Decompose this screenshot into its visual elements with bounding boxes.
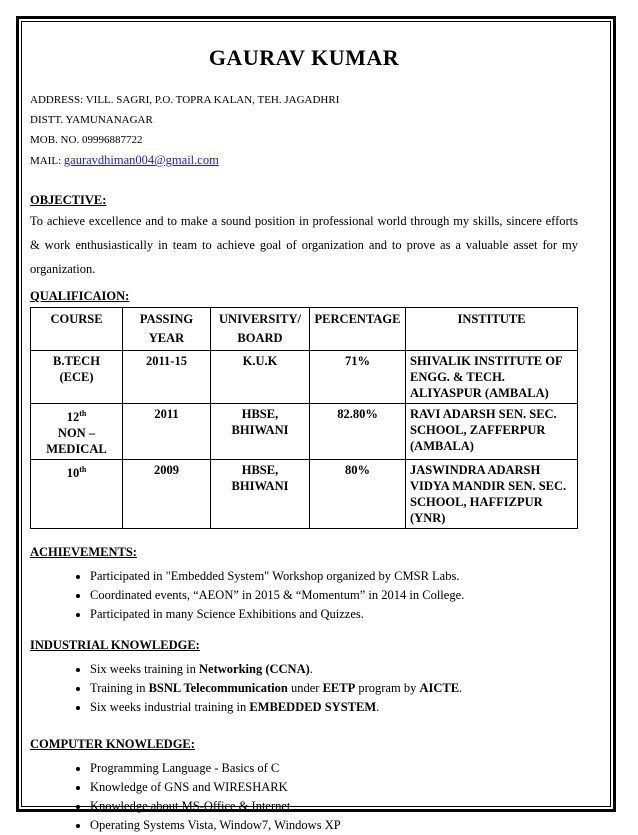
row-board: K.U.K xyxy=(211,351,310,404)
table-row xyxy=(31,351,578,404)
table-header-row xyxy=(31,308,578,351)
row-board: HBSE, BHIWANI xyxy=(211,404,310,460)
list-item: • Participated in "Embedded System" Workshop organized by CMSR Labs. xyxy=(90,567,578,586)
header-passing-year: PASSING YEAR xyxy=(123,308,211,351)
qualification-table xyxy=(30,307,578,529)
resume-content xyxy=(30,44,578,835)
row-year: 2009 xyxy=(123,460,211,529)
row-course: B.TECH (ECE) xyxy=(31,351,123,404)
row-course: 10th xyxy=(31,460,123,529)
table-row xyxy=(31,404,578,460)
objective-heading: OBJECTIVE: xyxy=(30,193,107,207)
mobile-line: MOB. NO. 09996887722 xyxy=(30,134,143,146)
qualification-heading: QUALIFICAION: xyxy=(30,289,130,303)
row-percentage: 80% xyxy=(310,460,406,529)
address-line: ADDRESS: VILL. SAGRI, P.O. TOPRA KALAN, TEH. JAGADHRI xyxy=(30,94,340,106)
row-course: 12th NON – MEDICAL xyxy=(31,404,123,460)
list-item: • Six weeks training in Networking (CCNA). xyxy=(90,660,578,679)
table-row xyxy=(31,460,578,529)
list-item: • Operating Systems Vista, Window7, Windows XP xyxy=(90,816,578,835)
candidate-name: GAURAV KUMAR xyxy=(208,45,400,70)
list-item: • Training in BSNL Telecommunication under EETP program by AICTE. xyxy=(90,679,578,698)
list-item: • Participated in many Science Exhibitions and Quizzes. xyxy=(90,605,578,624)
computer-list xyxy=(30,759,578,835)
row-institute: JASWINDRA ADARSH VIDYA MANDIR SEN. SEC. SCHOOL, HAFFIZPUR (YNR) xyxy=(406,460,578,529)
mail-label: MAIL: xyxy=(30,155,64,167)
computer-heading: COMPUTER KNOWLEDGE: xyxy=(30,737,195,752)
achievements-heading: ACHIEVEMENTS: xyxy=(30,545,137,560)
list-item: • Programming Language - Basics of C xyxy=(90,759,578,778)
objective-text: To achieve excellence and to make a sound position in professional world through my skills, sincere efforts & work enthusiastically in team to achieve goal of organization and to prove as a valuable asset for my organization. xyxy=(30,214,578,276)
row-board: HBSE, BHIWANI xyxy=(211,460,310,529)
header-course: COURSE xyxy=(31,308,123,351)
email-link[interactable]: gauravdhiman004@gmail.com xyxy=(63,153,219,167)
list-item: • Knowledge of GNS and WIRESHARK xyxy=(90,778,578,797)
list-item: • Six weeks industrial training in EMBEDDED SYSTEM. xyxy=(90,698,578,717)
row-year: 2011 xyxy=(123,404,211,460)
industrial-heading: INDUSTRIAL KNOWLEDGE: xyxy=(30,638,200,653)
row-institute: RAVI ADARSH SEN. SEC. SCHOOL, ZAFFERPUR (AMBALA) xyxy=(406,404,578,460)
achievements-list xyxy=(30,567,578,624)
industrial-list xyxy=(30,660,578,717)
mail-line xyxy=(30,150,578,171)
row-institute: SHIVALIK INSTITUTE OF ENGG. & TECH. ALIYASPUR (AMBALA) xyxy=(406,351,578,404)
list-item: • Coordinated events, “AEON” in 2015 & “Momentum” in 2014 in College. xyxy=(90,586,578,605)
header-institute: INSTITUTE xyxy=(406,308,578,351)
row-year: 2011-15 xyxy=(123,351,211,404)
header-university: UNIVERSITY/ BOARD xyxy=(211,308,310,351)
district-line: DISTT. YAMUNANAGAR xyxy=(30,114,153,126)
header-percentage: PERCENTAGE xyxy=(310,308,406,351)
contact-block xyxy=(30,90,578,171)
row-percentage: 71% xyxy=(310,351,406,404)
row-percentage: 82.80% xyxy=(310,404,406,460)
list-item: • Knowledge about MS-Office & Internet xyxy=(90,797,578,816)
